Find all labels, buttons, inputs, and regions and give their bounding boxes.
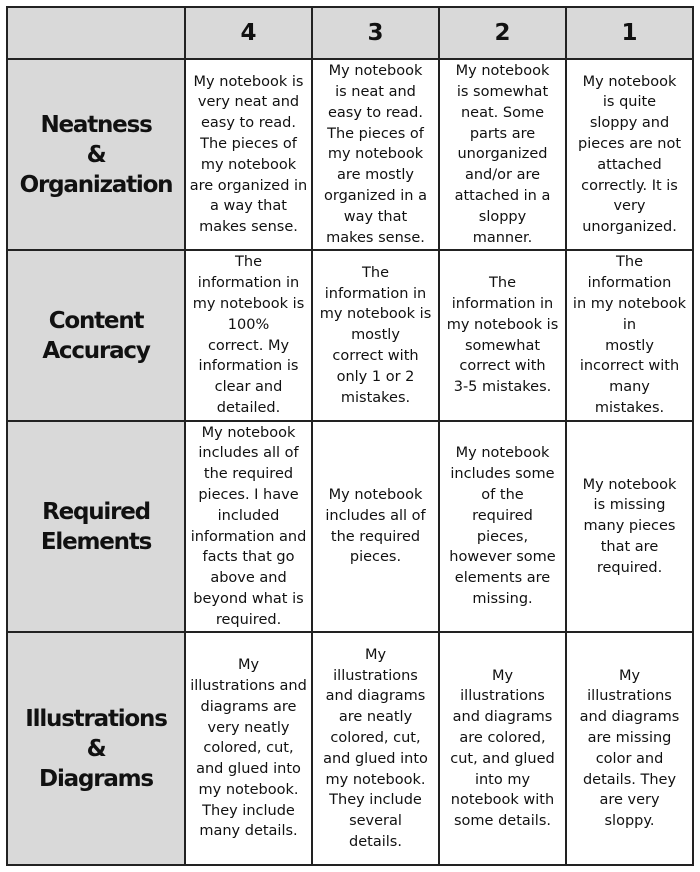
descriptor-cell-2: My notebook includes some of the required pieces, however some elements are missing. [439, 421, 566, 633]
header-row [7, 7, 693, 59]
notebook-rubric-table [6, 6, 694, 866]
descriptor-cell-3: My illustrations and diagrams are neatly colored, cut, and glued into my notebook. They include several details. [312, 632, 439, 865]
descriptor-cell-3: My notebook includes all of the required pieces. [312, 421, 439, 633]
level-1-header: 1 [566, 7, 693, 59]
descriptor-cell-1: My notebook is missing many pieces that are required. [566, 421, 693, 633]
level-4-header: 4 [185, 7, 312, 59]
row-neatness-organization [7, 59, 693, 250]
criterion-label: Required Elements [7, 421, 185, 633]
row-required-elements [7, 421, 693, 633]
descriptor-cell-3: The information in my notebook is mostly correct with only 1 or 2 mistakes. [312, 250, 439, 420]
descriptor-cell-1: The information in my notebook in mostly incorrect with many mistakes. [566, 250, 693, 420]
descriptor-cell-2: The information in my notebook is somewhat correct with 3-5 mistakes. [439, 250, 566, 420]
descriptor-cell-2: My illustrations and diagrams are colored, cut, and glued into my notebook with some details. [439, 632, 566, 865]
corner-cell [7, 7, 185, 59]
criterion-label: Neatness & Organization [7, 59, 185, 250]
criterion-label: Illustrations & Diagrams [7, 632, 185, 865]
level-2-header: 2 [439, 7, 566, 59]
descriptor-cell-4: My notebook is very neat and easy to read. The pieces of my notebook are organized in a way that makes sense. [185, 59, 312, 250]
criterion-label: Content Accuracy [7, 250, 185, 420]
descriptor-cell-1: My notebook is quite sloppy and pieces are not attached correctly. It is very unorganized. [566, 59, 693, 250]
descriptor-cell-4: My notebook includes all of the required pieces. I have included information and facts that go above and beyond what is required. [185, 421, 312, 633]
level-3-header: 3 [312, 7, 439, 59]
descriptor-cell-4: The information in my notebook is 100% correct. My information is clear and detailed. [185, 250, 312, 420]
row-content-accuracy [7, 250, 693, 420]
descriptor-cell-2: My notebook is somewhat neat. Some parts are unorganized and/or are attached in a sloppy manner. [439, 59, 566, 250]
descriptor-cell-4: My illustrations and diagrams are very neatly colored, cut, and glued into my notebook. They include many details. [185, 632, 312, 865]
row-illustrations-diagrams [7, 632, 693, 865]
descriptor-cell-1: My illustrations and diagrams are missing color and details. They are very sloppy. [566, 632, 693, 865]
descriptor-cell-3: My notebook is neat and easy to read. The pieces of my notebook are mostly organized in a way that makes sense. [312, 59, 439, 250]
